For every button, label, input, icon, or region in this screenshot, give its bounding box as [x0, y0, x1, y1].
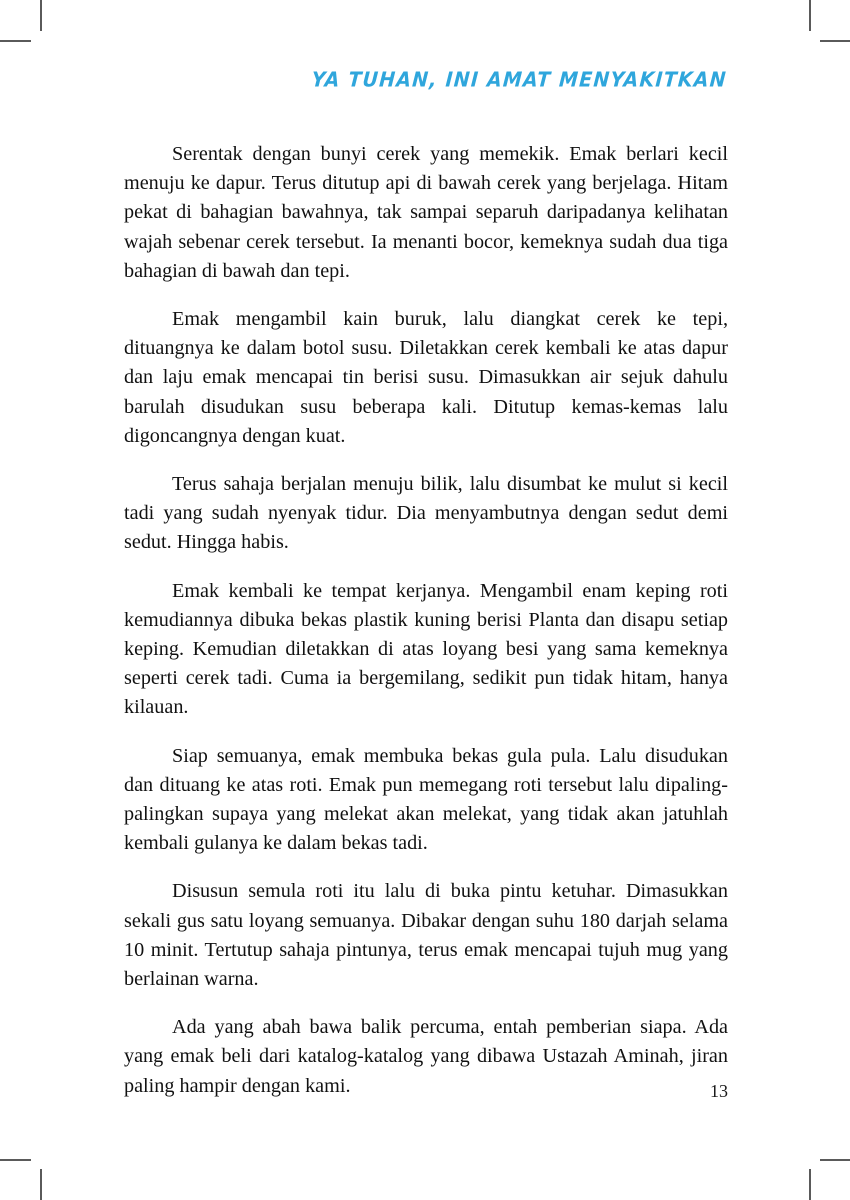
crop-mark-top-right-vertical	[809, 0, 811, 31]
paragraph: Ada yang abah bawa balik percuma, entah pemberian siapa. Ada yang emak beli dari katalog-katalog yang dibawa Ustazah Aminah, jiran paling hampir dengan kami.	[124, 1016, 728, 1097]
crop-mark-top-right-horizontal	[820, 40, 850, 42]
crop-mark-top-left-horizontal	[0, 40, 31, 42]
paragraph: Terus sahaja berjalan menuju bilik, lalu disumbat ke mulut si kecil tadi yang sudah nyenyak tidur. Dia menyambutnya dengan sedut demi sedut. Hingga habis.	[124, 473, 728, 554]
running-head: YA TUHAN, INI AMAT MENYAKITKAN	[310, 68, 728, 92]
paragraph: Emak mengambil kain buruk, lalu diangkat cerek ke tepi, dituangnya ke dalam botol susu. Diletakkan cerek kembali ke atas dapur dan laju emak mencapai tin berisi susu. Dimasukkan air sejuk dahulu barulah disudukan susu beberapa kali. Ditutup kemas-kemas lalu digoncangnya dengan kuat.	[124, 308, 728, 447]
body-text-block	[124, 140, 728, 1101]
crop-mark-bottom-right-horizontal	[820, 1159, 850, 1161]
paragraph: Serentak dengan bunyi cerek yang memekik. Emak berlari kecil menuju ke dapur. Terus ditutup api di bawah cerek yang berjelaga. Hitam pekat di bahagian bawahnya, tak sampai separuh daripadanya kelihatan wajah sebenar cerek tersebut. Ia menanti bocor, kemeknya sudah dua tiga bahagian di bawah dan tepi.	[124, 143, 728, 282]
crop-mark-bottom-left-horizontal	[0, 1159, 31, 1161]
paragraph: Disusun semula roti itu lalu di buka pintu ketuhar. Dimasukkan sekali gus satu loyang semuanya. Dibakar dengan suhu 180 darjah selama 10 minit. Tertutup sahaja pintunya, terus emak mencapai tujuh mug yang berlainan warna.	[124, 880, 728, 991]
paragraph: Siap semuanya, emak membuka bekas gula pula. Lalu disudukan dan dituang ke atas roti. Emak pun memegang roti tersebut lalu dipaling-palingkan supaya yang melekat akan melekat, yang tidak akan jatuhlah kembali gulanya ke dalam bekas tadi.	[124, 744, 728, 855]
paragraph: Emak kembali ke tempat kerjanya. Mengambil enam keping roti kemudiannya dibuka bekas plastik kuning berisi Planta dan disapu setiap keping. Kemudian diletakkan di atas loyang besi yang sama kemeknya seperti cerek tadi. Cuma ia bergemilang, sedikit pun tidak hitam, hanya kilauan.	[124, 579, 728, 719]
crop-mark-top-left-vertical	[40, 0, 42, 31]
crop-mark-bottom-right-vertical	[809, 1169, 811, 1200]
crop-mark-bottom-left-vertical	[40, 1169, 42, 1200]
page-number: 13	[710, 1081, 728, 1101]
